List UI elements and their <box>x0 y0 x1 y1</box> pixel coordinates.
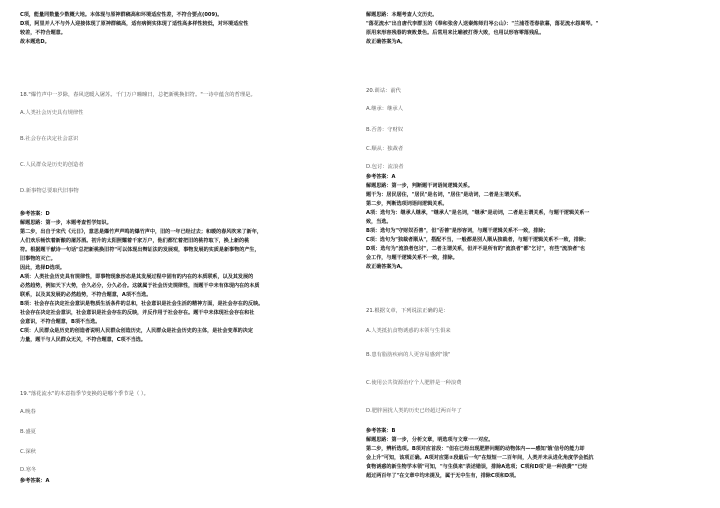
prev-answer-line: 故正确答案为A。 <box>366 39 406 45</box>
explanation-line: 题干为：居民居住，"居民"是名词，"居住"是动词，二者是主谓关系。 <box>366 192 525 198</box>
question-21-stem: 21.根据文章，下列说法正确的是： <box>366 308 449 314</box>
explanation-line: 超过两百年了"在文章中均未提及，属于无中生有，排除C项和D项。 <box>366 473 520 479</box>
explanation-line: 联系，以及其发展的必然趋势，不符合题意，A项不当选。 <box>20 292 152 298</box>
question-21-option-d: D.肥胖困扰人类的历史已经超过两百年了 <box>366 408 462 414</box>
question-20-stem: 20.训诂：前代 <box>366 88 401 94</box>
explanation-line: 会意识，不符合题意，B项不当选。 <box>20 319 101 325</box>
explanation-line: 第二步，判断选项词语间逻辑关系。 <box>366 201 448 207</box>
explanation-line: B项：选句为"守财奴否善"，但"否善"是形容词，与题干逻辑关系不一致，排除； <box>366 228 549 234</box>
explanation-line: 社会存在决定社会意识，社会意识是社会存在的反映，并反作用于社会存在。题干中未体现社会存在和社 <box>20 310 255 316</box>
question-19-option-a: A.晚春 <box>20 409 36 415</box>
question-19-option-b: B.盛夏 <box>20 429 36 435</box>
question-18-option-a: A.人类社会历史具有规律性 <box>20 110 84 116</box>
question-19-stem: 19."落花流水"的本意指季节变换的是哪个季节是（ ）。 <box>20 391 149 397</box>
explanation-line: 第二步，出自于宋代《元日》，意思是爆竹声声鸣的爆竹声中，旧的一年已经过去；和暖的春风吹来了新年， <box>20 229 262 235</box>
prev-explanation-line: 原用来形容残春的衰败景色。后常用来比喻被打得大败，也用以形容零落残乱。 <box>366 30 545 36</box>
question-20-option-b: B.否善：守财奴 <box>366 127 404 133</box>
question-18-answer: 参考答案：D <box>20 211 50 217</box>
explanation-line: 食物诱惑的新生物学本领"可知，"与生俱来"表述错误，排除A选项；C项和D项"是一种浪费""已经 <box>366 464 588 470</box>
explanation-line: C项：选句为"独裁者顺从"，搭配不当，一般都是别人顺从独裁者，与题干逻辑关系不一致，排除； <box>366 237 589 243</box>
prev-explanation-line: "落花流水"出自唐代李群玉的《奉和张舍人送秦炼师归岑公山》："兰浦苍苍春欲暮，落花流水怨离琴。" <box>366 21 599 27</box>
prev-explanation-line: 解题思路：本题考查人文历史。 <box>366 12 438 18</box>
explanation-line: 致，当选。 <box>366 219 392 225</box>
explanation-line: 必然趋势，例如天下大势，合久必分，分久必合。这就属于社会历史规律性，而题干中未有体现内在的本质 <box>20 283 260 289</box>
question-19-option-d: D.寒冬 <box>20 467 37 473</box>
explanation-line: 力量，题干与人民群众无关，不符合题意，C项不当选。 <box>20 337 146 343</box>
explanation-line: 会工作，与题干逻辑关系不一致，排除。 <box>366 255 458 261</box>
question-20-option-a: A.继承：继承人 <box>366 106 403 112</box>
question-21-option-b: B.患有脂肪疾病的人更容易感到"饿" <box>366 352 451 358</box>
question-18-option-d: D.新事物总要取代旧事物 <box>20 188 79 194</box>
prev-explanation-line: 较差，不符合题意。 <box>20 30 66 36</box>
explanation-line: 解题思路：第一步，判断题干词语间逻辑关系。 <box>366 183 473 189</box>
prev-explanation-line: C项，能量同数量少数概大地。本体现与原神群稿高和环境适应性差，不符合要点(009)。 <box>20 12 223 18</box>
prev-answer-line: 故本题选D。 <box>20 39 50 45</box>
explanation-line: 符。根据题干献诗一句话"总把新桃换旧符"可以体现出辩证法的发展观，事物发展的实质是新事物的产生， <box>20 247 260 253</box>
question-21-option-c: C.使用公共资源治疗个人肥胖是一种浪费 <box>366 380 462 386</box>
question-19-option-c: C.深秋 <box>20 449 36 455</box>
question-19-answer: 参考答案：A <box>20 478 50 484</box>
question-18-stem: 18."爆竹声中一岁除，春风送暖入屠苏。千门万户曈曈日，总把新桃换旧符。"一诗中蕴含的哲理是。 <box>20 92 256 98</box>
explanation-line: 会上升"可知，该项正确。A项对应第②段最后一句"在短短一二百年间，人类并未从进化角度学会抵抗 <box>366 455 594 461</box>
explanation-line: 第二步，辨析选项。B项对应首段："但在已经出现肥胖问题的动物体内——感知'饿'信号的能力却 <box>366 446 585 452</box>
explanation-line: A项：选句为：继承人继承，"继承人"是名词，"继承"是动词，二者是主谓关系，与题干逻辑关系一 <box>366 210 590 216</box>
explanation-line: 旧事物的灭亡。 <box>20 256 56 262</box>
explanation-line: 故正确答案为A。 <box>366 264 406 270</box>
question-18-option-b: B.社会存在决定社会意识 <box>20 136 79 142</box>
explanation-line: B项：社会存在决定社会意识是物质生活条件的总和，社会意识是社会生活的精神方面，是社会存在的反映。 <box>20 301 264 307</box>
question-20-option-c: C.顺从：独裁者 <box>366 146 404 152</box>
question-18-option-c: C.人民群众是历史的创造者 <box>20 162 84 168</box>
explanation-line: 因此，选择D选项。 <box>20 265 65 271</box>
explanation-line: C项：人民群众是历史的创造者说明人民群众创造历史，人民群众是社会历史的主体，是社会变革的决定 <box>20 328 253 334</box>
explanation-line: 解题思路：第一步，本题考查哲学知识。 <box>20 220 112 226</box>
explanation-line: 解题思路：第一步，分析文章，明选项与文章一一对应。 <box>366 437 494 443</box>
question-21-option-a: A.人类抵抗食物诱惑的本领与生俱来 <box>366 328 451 334</box>
question-20-answer: 参考答案：A <box>366 174 396 180</box>
explanation-line: 人们欢乐畅饮着新酿的屠苏酒。初升的太阳照耀着千家万户，他们都忙着把旧的桃符取下，换上新的桃 <box>20 238 250 244</box>
explanation-line: D项：选句为"流浪者包讨"，二者主谓关系，但并不是所有的"流浪者"都"乞讨"，有些"流浪者"也 <box>366 246 586 252</box>
prev-explanation-line: D项，阿里并人不与外人迎接体现了原神群稿高，适有病倒实体现了适性高多样性较低，对环境适应性 <box>20 21 249 27</box>
explanation-line: A项：人类社会历史具有规律性，即事物现象形态是其发展过程中固有的内在的本质联系，以及其发展的 <box>20 274 254 280</box>
question-21-answer: 参考答案：B <box>366 428 396 434</box>
question-20-option-d: D.包讨：流浪者 <box>366 164 404 170</box>
